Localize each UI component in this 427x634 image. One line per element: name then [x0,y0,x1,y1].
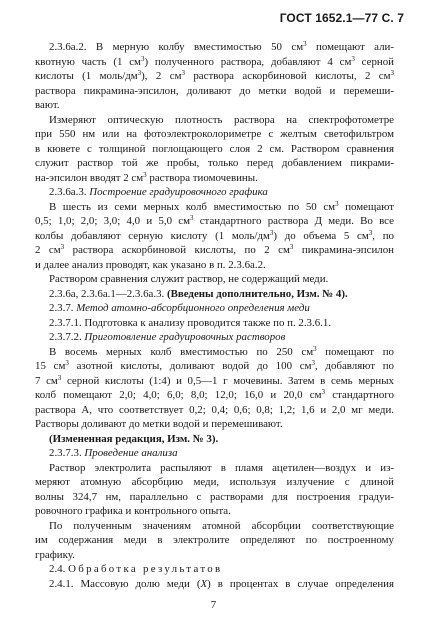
text-line [35,142,394,157]
text-segment: 0,5; 1,0; 2,0; 3,0; 4,0 и 5,0 см [35,215,190,227]
text-line [35,214,394,229]
text-segment: Измеряют оптическую плотность раствора на спектрофотометре [49,113,394,126]
superscript: 3 [137,69,142,77]
text-segment: колбы добавляют серную кислоту (1 моль/дм [35,229,270,242]
text-segment: ) полученного раствора, добавляют 4 см [144,55,352,68]
text-line [35,417,394,432]
text-line [35,388,394,403]
text-segment: (Измененная редакция, Изм. № 3). [49,432,219,445]
text-line [35,475,394,490]
text-segment: Построение градуировочного графика [89,186,268,198]
text-segment: Обработка результатов [68,563,223,575]
text-segment: волны 324,7 нм, параллельно с растворами для построения градуи- [35,490,394,503]
text-line [35,84,394,99]
page-header: ГОСТ 1652.1—77 С. 7 [279,11,404,25]
text-line [35,55,394,70]
text-segment: при 550 нм или на фотоэлектроколориметре с желтым светофильтром [35,128,394,140]
text-segment: раствора А, что соответствует 0,2; 0,4; 0,6; 0,8; 1,2; 1,6 и 2,0 мг меди. [35,403,394,416]
text-segment: раствора аскорбиновой кислоты, 2 см [184,70,391,82]
text-segment: служит раствор той же пробы, только перед добавлением пикрами- [35,157,394,169]
text-segment: стандартного [325,389,394,401]
superscript: 3 [313,344,317,353]
text-segment: X [200,577,208,590]
superscript: 3 [269,228,274,237]
text-line [35,345,394,360]
text-segment: 2.3.7. [49,302,77,314]
text-segment: пикрамина-эпсилон [293,244,394,256]
text-line [35,533,394,548]
superscript: 3 [390,69,395,77]
superscript: 3 [335,199,339,208]
text-line [35,577,394,592]
text-segment: 7 см [35,374,58,387]
text-segment: серной [354,55,395,68]
text-line [35,301,394,316]
superscript: 3 [311,359,315,367]
text-segment: Раствор электролита распыляют в пламя ацетилен—воздух и из- [49,461,394,474]
superscript: 3 [140,54,145,63]
superscript: 3 [60,243,65,251]
text-line [35,359,394,374]
superscript: 3 [65,359,69,367]
text-segment: В восемь мерных колб вместимостью по 250 см [49,345,314,358]
text-line [35,98,394,113]
superscript: 3 [143,170,147,179]
text-segment: помещают [338,200,394,213]
text-segment: стандартного раствора Д меди. Во все [193,215,394,227]
text-segment: Растворы доливают до метки водой и перемешивают. [35,418,283,430]
text-line [35,156,394,171]
superscript: 3 [181,69,185,77]
text-line [35,258,394,273]
text-segment: помещают али- [306,41,394,53]
superscript: 3 [321,388,326,396]
text-segment: азотной кислоты, доливают водой до 100 см [68,360,312,372]
text-line [35,330,394,345]
text-segment: вают. [35,99,60,111]
text-segment: , по [372,229,394,242]
text-segment: 2.4. [49,563,69,575]
text-line [35,229,394,244]
text-segment: 2.3.6а.2. В мерную колбу вместимостью 50 см [49,41,304,53]
text-line [35,287,394,302]
page-number: 7 [210,599,217,611]
text-segment: в кювете с толщиной поглощающего слоя 2 см. Раствором сравнения [35,142,394,155]
text-segment: меряют атомную абсорбцию меди, используя излучение с длиной [35,476,394,488]
text-segment: Раствором сравнения служит раствор, не содержащий меди. [49,273,329,285]
text-segment: По полученным значениям атомной абсорбции соответствующие [49,519,394,532]
superscript: 3 [189,214,194,222]
text-line [35,548,394,563]
text-segment: В шесть из семи мерных колб вместимостью по 50 см [49,200,336,213]
text-segment: на-эпсилон вводят 2 см [35,171,144,184]
text-segment: и далее анализ проводят, как указано в п. 2.3.6а.2. [35,258,266,271]
text-segment: ) до объема 5 см [273,229,369,242]
text-line [35,519,394,534]
text-segment: Проведение анализа [84,447,178,459]
text-segment: 2 см [35,244,61,256]
text-segment: серной кислоты (1:4) и 0,5—1 г мочевины. Затем в семь мерных [61,374,394,387]
text-segment: раствора пикрамина-эпсилон, доливают до метки водой и перемеши- [35,84,394,97]
text-segment: им содержания меди в электролите определяют по построенному [35,534,394,546]
text-segment: ) в процентах в случае определения [207,577,395,590]
text-segment: 2.3.6а, 2.3.6а.1—2.3.6а.3. [49,287,167,300]
text-segment: 2.3.7.2. [49,331,85,343]
text-line [35,185,394,200]
text-segment: (Введены дополнительно, Изм. № 4). [166,287,348,300]
text-line [35,127,394,142]
text-segment: кислоты (1 моль/дм [35,70,138,82]
text-line [35,243,394,258]
superscript: 3 [368,228,373,237]
text-line [35,171,394,186]
text-segment: Приготовление градуировочных растворов [84,331,286,343]
text-segment: колб помещают 2,0; 4,0; 6,0; 8,0; 12,0; 16,0 и 20,0 см [35,389,322,401]
text-line [35,113,394,128]
text-line [35,403,394,418]
text-line [35,504,394,519]
text-line [35,374,394,389]
text-segment: 2.3.6а.3. [49,186,90,198]
superscript: 3 [57,373,62,382]
text-line [35,461,394,476]
body-text [35,40,394,591]
text-segment: помещают по [316,345,395,358]
text-segment: ), 2 см [141,70,182,82]
text-segment: графику. [35,548,75,561]
text-line [35,272,394,287]
text-line [35,562,394,577]
text-segment: квотную часть (1 см [35,55,141,68]
superscript: 3 [289,243,294,251]
text-line [35,446,394,461]
text-line [35,200,394,215]
text-segment: ровочного графика и контрольного опыта. [35,505,231,517]
text-line [35,69,394,84]
text-segment: , добавляют по [314,360,394,372]
text-segment: 2.3.7.1. Подготовка к анализу проводится также по п. 2.3.6.1. [49,316,332,329]
text-line [35,316,394,331]
text-segment: 2.4.1. Массовую долю меди ( [49,577,201,590]
text-segment: раствора тиомочевины. [146,171,258,184]
text-segment: 2.3.7.3. [49,447,85,459]
superscript: 3 [351,54,355,63]
superscript: 3 [303,40,307,48]
text-segment: 15 см [35,360,66,372]
text-line [35,40,394,55]
text-segment: раствора аскорбиновой кислоты, по 2 см [64,244,290,256]
text-segment: Метод атомно-абсорбционного определения меди [76,302,310,314]
text-line [35,432,394,447]
text-line [35,490,394,505]
